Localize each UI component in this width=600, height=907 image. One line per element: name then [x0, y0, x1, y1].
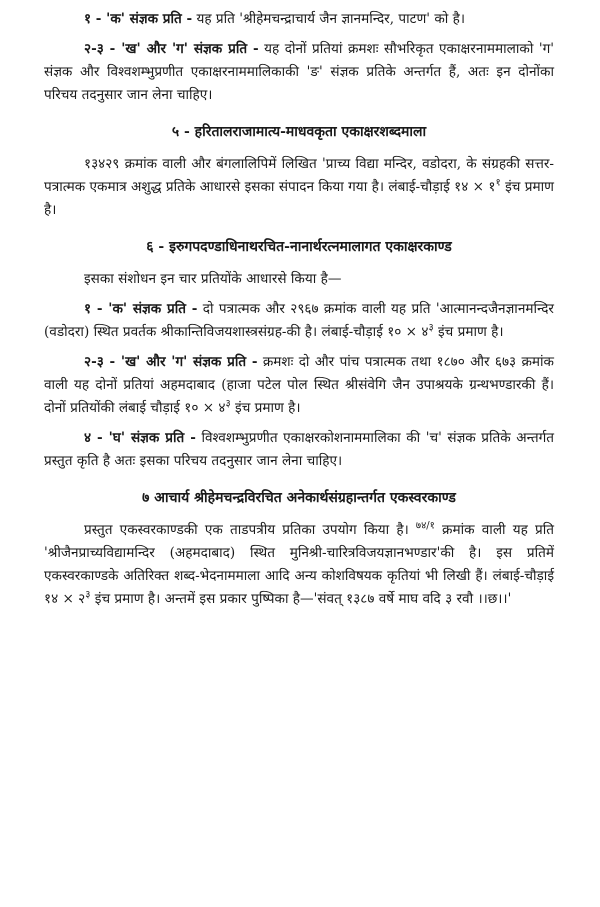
- fraction: ३: [85, 589, 91, 601]
- item-text: विश्वशम्भुप्रणीत एकाक्षरकोशनाममालिका की 'च' संज्ञक प्रतिके अन्तर्गत प्रस्तुत कृति है अतः इसका परिचय तदनुसार जान लेना चाहिए।: [44, 430, 554, 469]
- paragraph-kha-ga-pratik: [44, 38, 554, 107]
- item-text: प्रस्तुत एकस्वरकाण्डकी एक ताडपत्रीय प्रतिका उपयोग किया है।: [84, 522, 409, 538]
- item-text-tail: इंच प्रमाण है।: [44, 179, 554, 218]
- section-heading-6: ६ - इरुगपदण्डाधिनाथरचित-नानार्थरत्नमालागत एकाक्षरकाण्ड: [146, 239, 452, 255]
- item-text: १३४२९ क्रमांक वाली और बंगलालिपिमें लिखित 'प्राच्य विद्या मन्दिर, वडोदरा, के संग्रहकी सत्तर-पत्रात्मक एकमात्र अशुद्ध प्रतिके आधारसे इसका संपादन किया गया है। लंबाई-चौड़ाई १४ × १: [44, 156, 554, 195]
- paragraph-ka-pratik-vadodara: [44, 298, 554, 344]
- paragraph-gha-pratik: [44, 427, 554, 473]
- fraction: १: [495, 177, 501, 189]
- item-text-tail: इंच प्रमाण है।: [230, 400, 301, 416]
- item-label: २-३ - 'ख' और 'ग' संज्ञक प्रति -: [84, 354, 258, 370]
- item-label: २-३ - 'ख' और 'ग' संज्ञक प्रति -: [84, 41, 259, 57]
- item-text-tail: इंच प्रमाण है। अन्तमें इस प्रकार पुष्पिका है—'संवत् १३८७ वर्षे माघ वदि ३ रवौ ।।छ।।': [90, 591, 512, 607]
- paragraph-ka-pratik-patan: [44, 8, 554, 31]
- fraction: ७४/१: [415, 520, 435, 532]
- fraction: ३: [428, 322, 434, 334]
- item-text: दो पत्रात्मक और २९६७ क्रमांक वाली यह प्रति 'आत्मानन्दजैनज्ञानमन्दिर (वडोदरा) स्थित प्रवर्तक श्रीकान्तिविजयशास्त्रसंग्रह-की है। लंबाई-चौड़ाई १० × ४: [44, 301, 554, 340]
- item-label: १ - 'क' संज्ञक प्रति -: [84, 301, 198, 317]
- paragraph-section-5: [44, 153, 554, 222]
- paragraph-intro-six: इसका संशोधन इन चार प्रतियोंके आधारसे किया है—: [84, 271, 342, 287]
- section-heading-5: ५ - हरितालराजामात्य-माधवकृता एकाक्षरशब्दमाला: [171, 124, 427, 140]
- paragraph-section-7: [44, 519, 554, 611]
- item-text: क्रमांक वाली यह प्रति 'श्रीजैनप्राच्यविद्यामन्दिर (अहमदाबाद) स्थित मुनिश्री-चारित्रविजयज्ञानभण्डार'की है। इस प्रतिमें एकस्वरकाण्डके अतिरिक्त शब्द-भेदनाममाला आदि अन्य कोशविषयक कृतियां भी लिखी हैं। लंबाई-चौड़ाई १४ × २: [44, 522, 554, 607]
- item-text: क्रमशः दो और पांच पत्रात्मक तथा १८७० और ६७३ क्रमांक वाली यह दोनों प्रतियां अहमदाबाद (हाजा पटेल पोल स्थित श्रीसंवेगि जैन उपाश्रयके ग्रन्थभण्डारकी हैं। दोनों प्रतियोंकी लंबाई चौड़ाई १० × ४: [44, 354, 554, 416]
- item-label: १ - 'क' संज्ञक प्रति -: [84, 11, 193, 27]
- item-text: यह दोनों प्रतियां क्रमशः सौभरिकृत एकाक्षरनाममालाको 'ग' संज्ञक और विश्वशम्भुप्रणीत एकाक्षरनाममालिकाकी 'ङ' संज्ञक प्रतिके अन्तर्गत हैं, अतः इन दोनोंका परिचय तदनुसार जान लेना चाहिए।: [44, 41, 554, 103]
- item-text: यह प्रति 'श्रीहेमचन्द्राचार्य जैन ज्ञानमन्दिर, पाटण' को है।: [192, 11, 466, 27]
- fraction: ३: [225, 398, 231, 410]
- item-label: ४ - 'घ' संज्ञक प्रति -: [84, 430, 196, 446]
- paragraph-kha-ga-ahmedabad: [44, 351, 554, 420]
- section-heading-7: ७ आचार्य श्रीहेमचन्द्रविरचित अनेकार्थसंग्रहान्तर्गत एकस्वरकाण्ड: [142, 490, 456, 506]
- item-text-tail: इंच प्रमाण है।: [433, 324, 504, 340]
